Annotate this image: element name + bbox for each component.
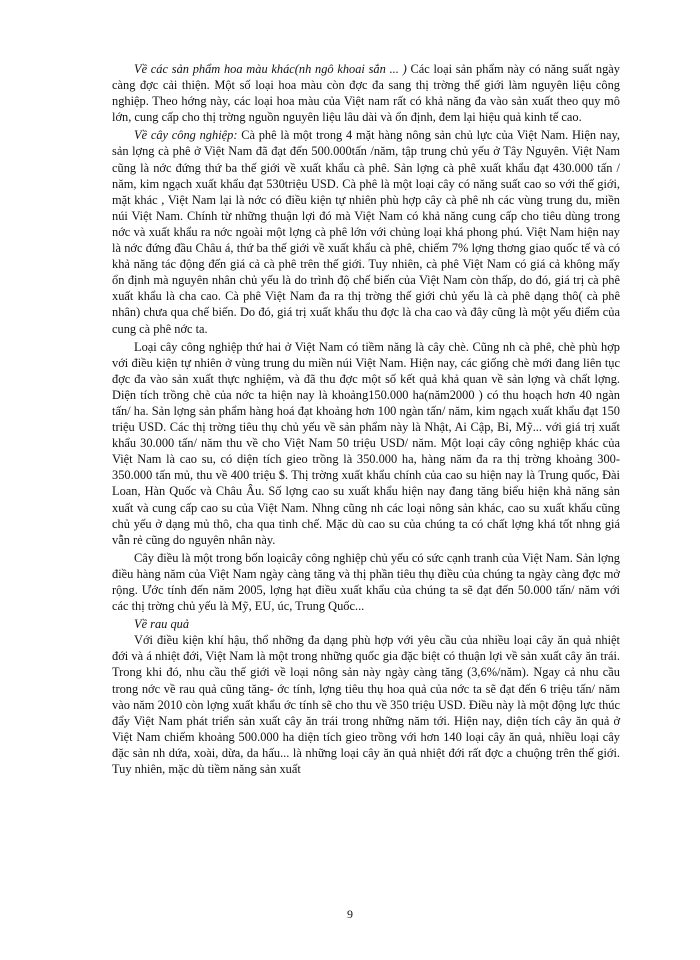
paragraph-text: Loại cây công nghiệp thứ hai ở Việt Nam có tiềm năng là cây chè. Cũng nh cà phê, chè phù hợp với điều kiện tự nhiên ở vùng trung du miền núi Việt Nam. Hiện nay, các giống chè mới đang liên tục đợc đa vào sản xuất thực nghiệm, và đã thu đợc một số kết quả khả quan về sản lợng và chất lợng. Diện tích trồng chè của nớc ta hiện nay là khoảng150.000 ha(năm2000 ) có thu hoạch hơn 40 ngàn tấn/ ha. Sản lợng sản phẩm hàng hoá đạt khoảng hơn 100 ngàn tấn/ năm, kim ngạch xuất khẩu đạt 150 triệu USD. Các thị trờng tiêu thụ chủ yếu về sản phẩm này là Nhật, Ai Cập, Bỉ, Mỹ... với giá trị xuất khẩu 30.000 tấn/ năm thu về cho Việt Nam 50 triệu USD/ năm. Một loại cây công nghiệp khác của Việt Nam là cao su, có diện tích gieo trồng là 350.000 ha, hàng năm đa ra thị trờng khoảng 300- 350.000 tấn mủ, thu về 400 triệu $. Thị trờng xuất khẩu chính của cao su hiện nay là Trung quốc, Đài Loan, Hàn Quốc và Châu Âu. Số lợng cao su xuất khẩu hiện nay đang tăng biểu hiện khả năng sản xuất và cung cấp cao su của Việt Nam. Nhng cũng nh các loại nông sản khác, cao su xuất khẩu cũng chủ yếu ở dạng mủ thô, cha qua tinh chế. Mặc dù cao su của chúng ta có chất lợng khá tốt nhng giá vẫn rẻ cũng do nguyên nhân này.	[112, 339, 620, 547]
paragraph-text: Các loại sản phẩm này có năng suất ngày càng đợc cải thiện. Một số loại hoa màu còn đợc đa sang thị trờng thế giới làm nguyên liệu công nghiệp. Theo hớng này, các loại hoa màu của Việt nam rất có khả năng đa vào sản xuất theo quy mô lớn, cung cấp cho thị trờng nguồn nguyên liệu lâu dài và ổn định, đem lại hiệu quả kinh tế cao.	[112, 62, 620, 125]
paragraph-ca-phe	[112, 127, 620, 336]
paragraph-text: Với điều kiện khí hậu, thổ nhỡng đa dạng phù hợp với yêu cầu của nhiều loại cây ăn quả nhiệt đới và á nhiệt đới, Việt Nam là một trong những quốc gia đặc biệt có thuận lợi về sản xuất cây ăn trái. Trong khi đó, nhu cầu thế giới về loại nông sản này ngày càng tăng (3,6%/năm). Ngay cả nhu cầu trong nớc về rau quả cũng tăng- ớc tính, lợng tiêu thụ hoa quả của nớc ta sẽ đạt đến 6 triệu tấn/ năm vào năm 2010 còn lợng xuất khẩu ớc tính sẽ cho thu về 350 triệu USD. Điều này là một động lực thúc đẩy Việt Nam phát triển sản xuất cây ăn trái trong những năm tới. Hiện nay, diện tích cây ăn quả ở Việt Nam chiếm khoảng 500.000 ha diện tích gieo trồng với hơn 140 loại cây ăn quả, nhiều loại cây đặc sản nh dứa, xoài, dừa, da hấu... là những loại cây ăn quả nhiệt đới rất đợc a chuộng trên thế giới. Tuy nhiên, mặc dù tiềm năng sản xuất	[112, 633, 620, 777]
paragraph-text: Cây điều là một trong bốn loạicây công nghiệp chủ yếu có sức cạnh tranh của Việt Nam. Sản lợng điều hàng năm của Việt Nam ngày càng tăng và thị phần tiêu thụ điều của chúng ta ngày càng đợc mở rộng. Ước tính đến năm 2005, lợng hạt điều xuất khẩu của chúng ta sẽ đạt đến 50.000 tấn/ năm với các thị trờng chủ yếu là Mỹ, EU, úc, Trung Quốc...	[112, 550, 620, 614]
paragraph-rau-qua	[112, 632, 620, 777]
body-text	[112, 61, 620, 779]
paragraph-hoa-mau	[112, 61, 620, 125]
section-lead: Về rau quả	[134, 617, 190, 632]
section-lead: Về các sản phẩm hoa màu khác(nh ngô khoai sắn ... )	[134, 62, 407, 76]
paragraph-dieu	[112, 550, 620, 614]
paragraph-che-cao-su	[112, 339, 620, 548]
paragraph-text: Cà phê là một trong 4 mặt hàng nông sản chủ lực của Việt Nam. Hiện nay, sản lợng cà phê ở Việt Nam đã đạt đến 500.000tấn /năm, tập trung chủ yếu ở Tây Nguyên. Việt Nam cũng là nớc đứng thứ ba thế giới về xuất khẩu cà phê. Sản lợng cà phê xuất khẩu đạt 430.000 tấn / năm, kim ngạch xuất khẩu đạt 530triệu USD. Cà phê là một loại cây có năng suất cao so với thế giới, mặt khác , Việt Nam lại là nớc có điều kiện tự nhiên phù hợp cây cà phê nh các vùng trung du, miền núi Việt Nam. Chính từ những thuận lợi đó mà Việt Nam có khả năng cung cấp cho tiêu dùng trong nớc và xuất khẩu ra nớc ngoài một lợng cà phê lớn với chủng loại khá phong phú. Việt Nam hiện nay là nớc đứng đầu Châu á, thứ ba thế giới về xuất khẩu cà phê, chiếm 7% lợng thơng giao quốc tế và có khả năng tác động đến giá cả cà phê trên thế giới. Tuy nhiên, cà phê Việt Nam có giá cả không mấy ổn định mà nguyên nhân chủ yếu là do trình độ chế biến của Việt Nam còn thấp, do đó, giá trị cà phê xuất khẩu là cha cao. Cà phê Việt Nam đa ra thị trờng thế giới chủ yếu là cà phê dạng thô( cà phê nhân) chưa qua chế biến. Do đó, giá trị xuất khẩu thu đợc là cha cao và đây cũng là một yếu điểm của cung cà phê nớc ta.	[112, 128, 621, 336]
page-number: 9	[347, 907, 353, 921]
section-lead: Về cây công nghiệp:	[134, 128, 238, 143]
section-heading-rau-qua	[112, 616, 620, 632]
